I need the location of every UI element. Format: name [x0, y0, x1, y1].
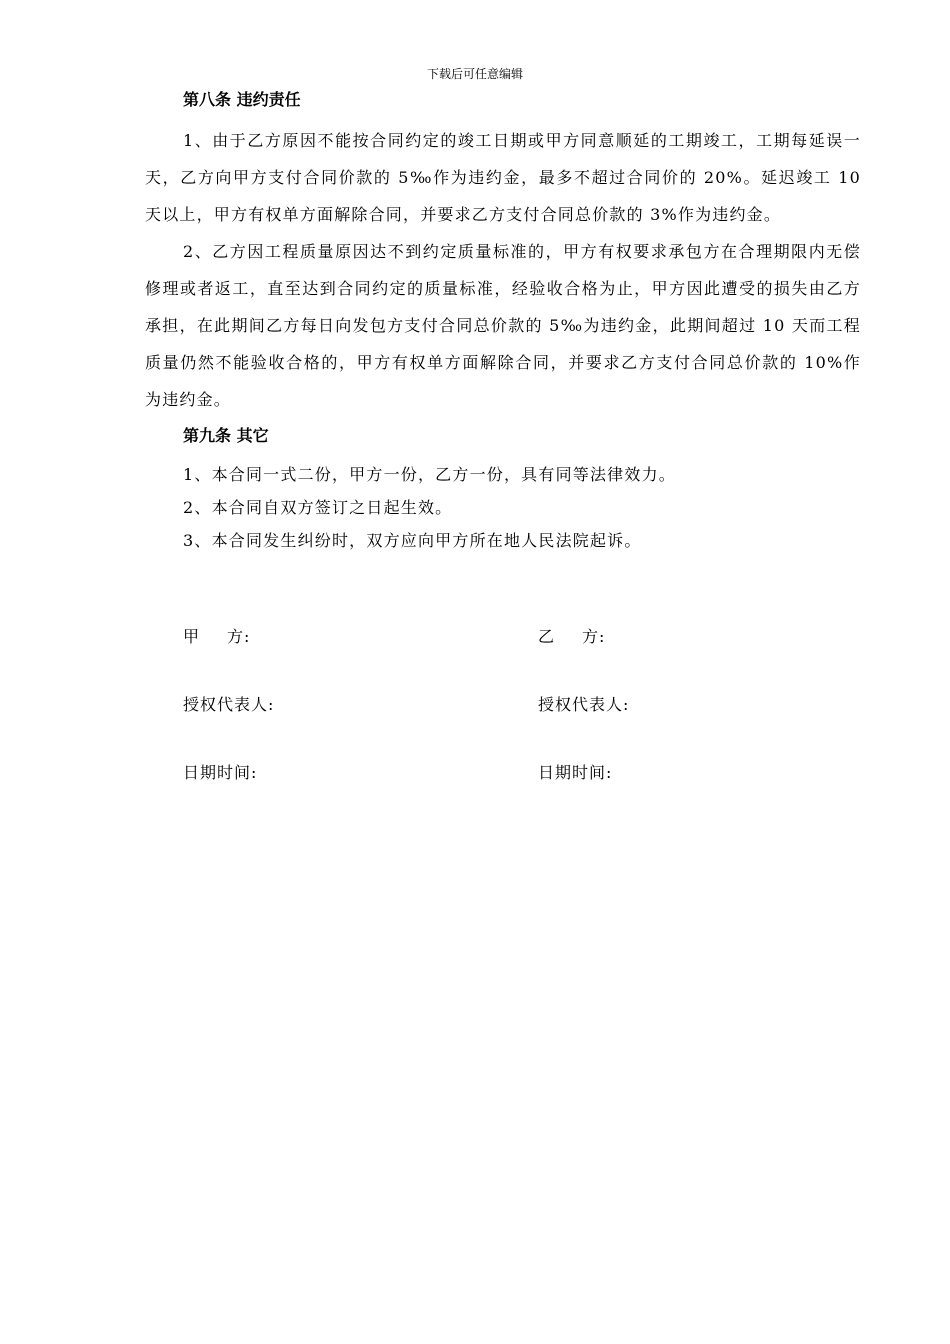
section9-item-1: 1、本合同一式二份，甲方一份，乙方一份，具有同等法律效力。 [183, 465, 676, 484]
party-a-label [183, 625, 250, 649]
section9-item-2: 2、本合同自双方签订之日起生效。 [183, 498, 453, 517]
header-note: 下载后可任意编辑 [426, 67, 523, 81]
section8-heading: 第八条 违约责任 [183, 90, 301, 109]
party-b-label-char: 乙 [538, 627, 583, 646]
signature-row-party [183, 625, 863, 693]
party-a-representative: 授权代表人: [183, 695, 275, 714]
party-b-representative: 授权代表人: [538, 695, 630, 714]
party-a-label-suffix: 方: [227, 627, 251, 646]
party-a-label-char: 甲 [183, 627, 228, 646]
signature-row-date [183, 761, 863, 829]
party-a-date: 日期时间: [183, 763, 258, 782]
section8-paragraph-1: 1、由于乙方原因不能按合同约定的竣工日期或甲方同意顺延的工期竣工，工期每延误一天，乙方向甲方支付合同价款的 5‰作为违约金，最多不超过合同价的 20%。延迟竣工 10 天以上，甲方有权单方面解除合同，并要求乙方支付合同总价款的 3%作为违约金。 [145, 131, 861, 224]
section9-heading: 第九条 其它 [183, 426, 269, 445]
party-b-label-suffix: 方: [582, 627, 606, 646]
contract-body [145, 88, 861, 557]
section8-paragraph-2: 2、乙方因工程质量原因达不到约定质量标准的，甲方有权要求承包方在合理期限内无偿修理或者返工，直至达到合同约定的质量标准，经验收合格为止，甲方因此遭受的损失由乙方承担，在此期间乙方每日向发包方支付合同总价款的 5‰为违约金，此期间超过 10 天而工程质量仍然不能验收合格的，甲方有权单方面解除合同，并要求乙方支付合同总价款的 10%作为违约金。 [145, 242, 861, 409]
signature-row-representative [183, 693, 863, 761]
signature-block [183, 625, 863, 829]
party-b-label [538, 625, 605, 649]
section9-item-3: 3、本合同发生纠纷时，双方应向甲方所在地人民法院起诉。 [183, 531, 642, 550]
party-b-date: 日期时间: [538, 763, 613, 782]
